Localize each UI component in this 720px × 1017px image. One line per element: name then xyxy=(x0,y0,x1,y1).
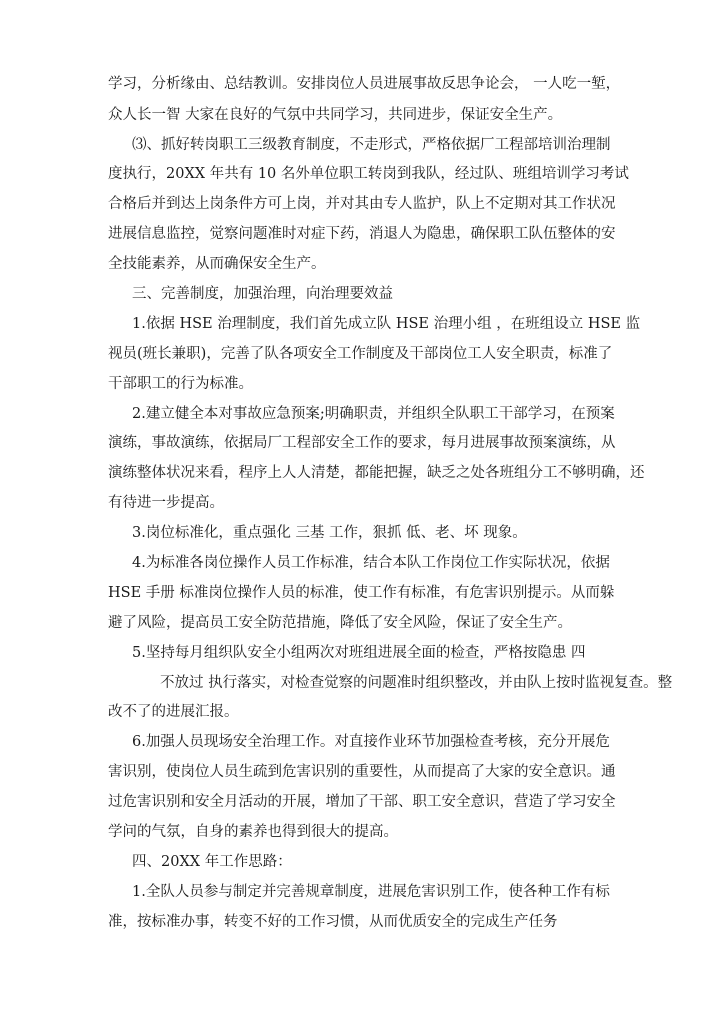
text-line: 避了风险，提高员工安全防范措施，降低了安全风险，保证了安全生产。 xyxy=(108,615,572,631)
text-line: 过危害识别和安全月活动的开展，增加了干部、职工安全意识，营造了学习安全 xyxy=(108,794,616,810)
text-line: 演练，事故演练，依据局厂工程部安全工作的要求，每月进展事故预案演练，从 xyxy=(108,435,616,451)
text-line: 害识别，使岗位人员生疏到危害识别的重要性，从而提高了大家的安全意识。通 xyxy=(108,764,616,780)
section-heading: 四、20XX 年工作思路： xyxy=(132,854,292,870)
text-line: 有待进一步提高。 xyxy=(108,495,224,511)
text-line: 准，按标准办事，转变不好的工作习惯，从而优质安全的完成生产任务 xyxy=(108,914,558,930)
text-line: 度执行，20XX 年共有 10 名外单位职工转岗到我队，经过队、班组培训学习考试 xyxy=(108,166,629,182)
text-line: 1.依据 HSE 治理制度，我们首先成立队 HSE 治理小组 ，在班组设立 HSE 监 xyxy=(132,316,641,332)
text-line: 5.坚持每月组织队安全小组两次对班组进展全面的检查，严格按隐患 四 xyxy=(132,645,586,661)
text-line: 众人长一智 大家在良好的气氛中共同学习，共同进步，保证安全生产。 xyxy=(108,107,563,123)
text-line: 3.岗位标准化，重点强化 三基 工作，狠抓 低、老、坏 现象。 xyxy=(132,525,527,541)
text-line: 合格后并到达上岗条件方可上岗，并对其由专人监护，队上不定期对其工作状况 xyxy=(108,196,616,212)
text-line: 学习，分析缘由、总结教训。安排岗位人员进展事故反思争论会， 一人吃一堑， xyxy=(108,76,621,92)
text-line: 进展信息监控，觉察问题准时对症下药，消退人为隐患，确保职工队伍整体的安 xyxy=(108,226,616,242)
text-line: 2.建立健全本对事故应急预案;明确职责，并组织全队职工干部学习，在预案 xyxy=(132,406,615,422)
section-heading: 三、完善制度，加强治理，向治理要效益 xyxy=(132,286,393,302)
text-line: 1.全队人员参与制定并完善规章制度，进展危害识别工作，使各种工作有标 xyxy=(132,884,610,900)
text-line: 全技能素养，从而确保安全生产。 xyxy=(108,256,326,272)
text-line: 干部职工的行为标准。 xyxy=(108,376,253,392)
text-line: 视员(班长兼职)，完善了队各项安全工作制度及干部岗位工人安全职责，标准了 xyxy=(108,346,613,362)
text-line: 6.加强人员现场安全治理工作。对直接作业环节加强检查考核，充分开展危 xyxy=(132,734,610,750)
text-line: ⑶、抓好转岗职工三级教育制度，不走形式，严格依据厂工程部培训治理制 xyxy=(132,137,611,153)
text-line: 演练整体状况来看，程序上人人清楚，都能把握，缺乏之处各班组分工不够明确，还 xyxy=(108,465,645,481)
text-line: 改不了的进展汇报。 xyxy=(108,704,239,720)
text-line: HSE 手册 标准岗位操作人员的标准，使工作有标准，有危害识别提示。从而躲 xyxy=(108,585,615,601)
text-line: 4.为标准各岗位操作人员工作标准，结合本队工作岗位工作实际状况，依据 xyxy=(132,555,610,571)
text-line: 不放过 执行落实，对检查觉察的问题准时组织整改，并由队上按时监视复查。整 xyxy=(160,675,673,691)
text-line: 学问的气氛，自身的素养也得到很大的提高。 xyxy=(108,824,398,840)
